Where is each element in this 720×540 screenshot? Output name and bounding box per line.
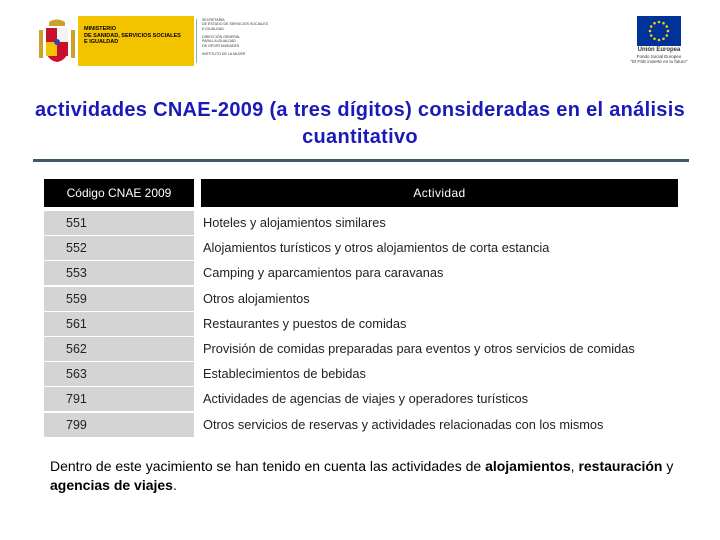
- header-activity: Actividad: [201, 179, 678, 207]
- code-cell: 551: [44, 211, 194, 235]
- eu-flag-icon: [637, 16, 681, 46]
- activity-cell: Provisión de comidas preparadas para eventos y otros servicios de comidas: [201, 337, 678, 361]
- eu-name: Unión Europea: [637, 47, 681, 53]
- eu-fund-name: Fondo Social Europeo "El FSE invierte en tu futuro": [630, 54, 688, 64]
- eu-logo: [627, 16, 691, 66]
- table-row: [44, 387, 678, 411]
- ministry-name: MINISTERIO DE SANIDAD, SERVICIOS SOCIALES E IGUALDAD: [84, 26, 181, 45]
- code-cell: 562: [44, 337, 194, 361]
- code-cell: 559: [44, 287, 194, 311]
- note-highlight-restauracion: restauración: [578, 458, 663, 474]
- note-highlight-alojamientos: alojamientos: [485, 458, 571, 474]
- activity-cell: Otros alojamientos: [201, 287, 678, 311]
- activity-cell: Hoteles y alojamientos similares: [201, 211, 678, 235]
- cnae-table: [44, 179, 678, 437]
- code-cell: 561: [44, 312, 194, 336]
- activity-cell: Alojamientos turísticos y otros alojamientos de corta estancia: [201, 236, 678, 260]
- header-code: Código CNAE 2009: [44, 179, 194, 207]
- code-cell: 791: [44, 387, 194, 411]
- table-row: [44, 287, 678, 311]
- table-row: [44, 312, 678, 336]
- ministry-logo: [36, 16, 268, 66]
- note-text: y: [662, 458, 674, 474]
- table-header: [44, 179, 678, 207]
- code-cell: 552: [44, 236, 194, 260]
- code-cell: 799: [44, 413, 194, 437]
- table-row: [44, 211, 678, 235]
- logo-divider: [196, 19, 197, 63]
- activity-cell: Actividades de agencias de viajes y operadores turísticos: [201, 387, 678, 411]
- note-text: ,: [570, 458, 579, 474]
- activity-cell: Camping y aparcamientos para caravanas: [201, 261, 678, 285]
- table-row: [44, 362, 678, 386]
- note-text: .: [172, 477, 177, 493]
- page-title: actividades CNAE-2009 (a tres dígitos) consideradas en el análisis cuantitativo: [34, 99, 686, 148]
- activity-cell: Restaurantes y puestos de comidas: [201, 312, 678, 336]
- note-highlight-agencias: agencias de viajes: [50, 477, 173, 493]
- table-row: [44, 337, 678, 361]
- title-divider: [33, 159, 689, 162]
- activity-cell: Establecimientos de bebidas: [201, 362, 678, 386]
- note-text: Dentro de este yacimiento se han tenido en cuenta las actividades de: [50, 458, 486, 474]
- table-row: [44, 236, 678, 260]
- footer-note: [50, 457, 690, 495]
- code-cell: 563: [44, 362, 194, 386]
- ministry-subtitle: SECRETARÍA DE ESTADO DE SERVICIOS SOCIALES E IGUALDAD DIRECCIÓN GENERAL PARA LA IGUALDAD DE OPORTUNIDADES INSTITUTO DE LA MUJER: [202, 18, 268, 57]
- code-cell: 553: [44, 261, 194, 285]
- spanish-coat-of-arms-icon: [36, 16, 78, 66]
- table-row: [44, 413, 678, 437]
- table-row: [44, 261, 678, 285]
- activity-cell: Otros servicios de reservas y actividades relacionadas con los mismos: [201, 413, 678, 437]
